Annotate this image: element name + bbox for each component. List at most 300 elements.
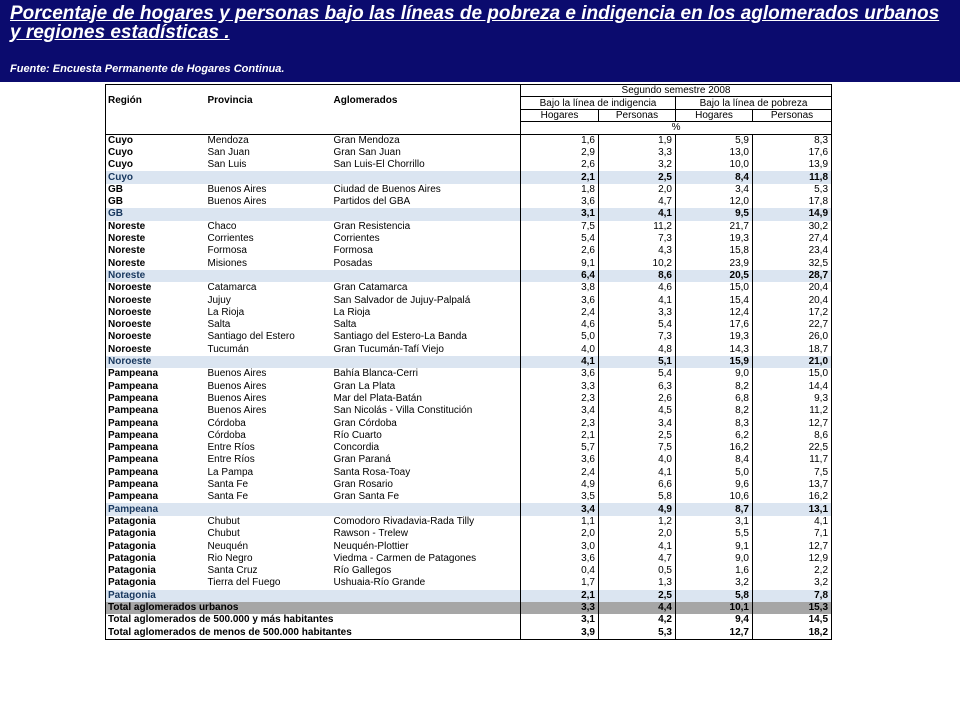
cell-personas-indigencia: 0,5 bbox=[599, 565, 676, 577]
cell-hogares-pobreza: 3,4 bbox=[676, 184, 753, 196]
cell-hogares-pobreza: 8,2 bbox=[676, 405, 753, 417]
cell-personas-pobreza: 12,7 bbox=[753, 417, 832, 429]
cell-hogares-indigencia: 2,1 bbox=[521, 590, 599, 602]
header-pobreza: Bajo la línea de pobreza bbox=[676, 97, 832, 109]
cell-region: Pampeana bbox=[106, 405, 206, 417]
cell-hogares-pobreza: 15,0 bbox=[676, 282, 753, 294]
cell-region: Patagonia bbox=[106, 516, 206, 528]
cell-region: Patagonia bbox=[106, 540, 206, 552]
cell-aglomerado bbox=[332, 208, 521, 220]
cell-hogares-pobreza: 12,4 bbox=[676, 307, 753, 319]
cell-personas-pobreza: 27,4 bbox=[753, 233, 832, 245]
cell-personas-indigencia: 4,2 bbox=[599, 614, 676, 626]
cell-aglomerado: Comodoro Rivadavia-Rada Tilly bbox=[332, 516, 521, 528]
table-row bbox=[106, 184, 832, 196]
cell-personas-pobreza: 11,8 bbox=[753, 171, 832, 183]
cell-hogares-pobreza: 9,6 bbox=[676, 479, 753, 491]
cell-provincia: La Pampa bbox=[207, 466, 254, 478]
table-row bbox=[106, 393, 832, 405]
table-row bbox=[106, 270, 832, 282]
table-row bbox=[106, 454, 832, 466]
cell-hogares-indigencia: 2,6 bbox=[521, 159, 599, 171]
cell-aglomerado: Gran Resistencia bbox=[332, 221, 521, 233]
cell-hogares-indigencia: 3,8 bbox=[521, 282, 599, 294]
cell-personas-indigencia: 4,1 bbox=[599, 208, 676, 220]
cell-personas-indigencia: 1,2 bbox=[599, 516, 676, 528]
cell-hogares-pobreza: 8,2 bbox=[676, 381, 753, 393]
cell-personas-indigencia: 4,0 bbox=[599, 454, 676, 466]
cell-personas-pobreza: 23,4 bbox=[753, 245, 832, 257]
cell-personas-indigencia: 1,9 bbox=[599, 134, 676, 147]
cell-aglomerado: Bahía Blanca-Cerri bbox=[332, 368, 521, 380]
source-note: Fuente: Encuesta Permanente de Hogares Continua. bbox=[10, 63, 285, 75]
cell-hogares-indigencia: 1,6 bbox=[521, 134, 599, 147]
cell-provincia: Catamarca bbox=[207, 282, 257, 294]
table-row bbox=[106, 258, 832, 270]
header-unit: % bbox=[521, 122, 832, 134]
cell-personas-indigencia: 4,9 bbox=[599, 503, 676, 515]
cell-hogares-indigencia: 6,4 bbox=[521, 270, 599, 282]
cell-personas-indigencia: 1,3 bbox=[599, 577, 676, 589]
cell-hogares-pobreza: 12,0 bbox=[676, 196, 753, 208]
table-row bbox=[106, 540, 832, 552]
cell-personas-indigencia: 5,4 bbox=[599, 368, 676, 380]
cell-aglomerado: Río Cuarto bbox=[332, 430, 521, 442]
cell-personas-pobreza: 7,5 bbox=[753, 467, 832, 479]
cell-aglomerado bbox=[332, 270, 521, 282]
cell-personas-indigencia: 7,3 bbox=[599, 233, 676, 245]
cell-aglomerado: Gran Mendoza bbox=[332, 134, 521, 147]
cell-hogares-indigencia: 5,4 bbox=[521, 233, 599, 245]
cell-personas-pobreza: 26,0 bbox=[753, 331, 832, 343]
cell-hogares-indigencia: 3,6 bbox=[521, 196, 599, 208]
cell-hogares-pobreza: 21,7 bbox=[676, 221, 753, 233]
cell-provincia: Buenos Aires bbox=[207, 380, 267, 392]
cell-provincia: La Rioja bbox=[207, 306, 245, 318]
cell-aglomerado: Viedma - Carmen de Patagones bbox=[332, 553, 521, 565]
cell-hogares-pobreza: 15,9 bbox=[676, 356, 753, 368]
table-row bbox=[106, 208, 832, 220]
cell-personas-indigencia: 4,6 bbox=[599, 282, 676, 294]
cell-hogares-pobreza: 10,1 bbox=[676, 602, 753, 614]
table-row bbox=[106, 319, 832, 331]
cell-personas-indigencia: 8,6 bbox=[599, 270, 676, 282]
table-row bbox=[106, 381, 832, 393]
cell-provincia: San Juan bbox=[207, 147, 250, 158]
cell-hogares-indigencia: 3,1 bbox=[521, 614, 599, 626]
table-row bbox=[106, 134, 832, 147]
cell-hogares-pobreza: 8,4 bbox=[676, 171, 753, 183]
cell-hogares-indigencia: 1,7 bbox=[521, 577, 599, 589]
cell-aglomerado: Gran Rosario bbox=[332, 479, 521, 491]
cell-aglomerado: La Rioja bbox=[332, 307, 521, 319]
cell-aglomerado: San Luis-El Chorrillo bbox=[332, 159, 521, 171]
cell-aglomerado: Río Gallegos bbox=[332, 565, 521, 577]
cell-hogares-pobreza: 9,1 bbox=[676, 540, 753, 552]
cell-region: Noroeste bbox=[106, 294, 206, 306]
cell-provincia: San Luis bbox=[207, 159, 247, 171]
cell-aglomerado: Ciudad de Buenos Aires bbox=[332, 184, 521, 196]
cell-aglomerado: Ushuaia-Río Grande bbox=[332, 577, 521, 589]
cell-hogares-indigencia: 2,3 bbox=[521, 393, 599, 405]
cell-provincia: Buenos Aires bbox=[207, 196, 267, 208]
cell-provincia: Santa Fe bbox=[207, 479, 249, 491]
cell-personas-pobreza: 21,0 bbox=[753, 356, 832, 368]
table-row bbox=[106, 417, 832, 429]
cell-aglomerado: Posadas bbox=[332, 258, 521, 270]
cell-provincia: Chaco bbox=[207, 220, 237, 232]
cell-hogares-pobreza: 8,4 bbox=[676, 454, 753, 466]
cell-hogares-indigencia: 1,8 bbox=[521, 184, 599, 196]
table-row bbox=[106, 245, 832, 257]
table-row bbox=[106, 196, 832, 208]
cell-aglomerado bbox=[332, 356, 521, 368]
cell-personas-pobreza: 14,4 bbox=[753, 381, 832, 393]
cell-provincia: Chubut bbox=[207, 515, 240, 527]
table-row bbox=[106, 171, 832, 183]
cell-aglomerado: San Salvador de Jujuy-Palpalá bbox=[332, 294, 521, 306]
cell-personas-pobreza: 5,3 bbox=[753, 184, 832, 196]
cell-hogares-pobreza: 13,0 bbox=[676, 147, 753, 159]
cell-hogares-indigencia: 7,5 bbox=[521, 221, 599, 233]
cell-hogares-indigencia: 2,1 bbox=[521, 171, 599, 183]
cell-region: Noroeste bbox=[106, 331, 206, 343]
cell-hogares-pobreza: 1,6 bbox=[676, 565, 753, 577]
page-title: Porcentaje de hogares y personas bajo las líneas de pobreza e indigencia en los aglomerados urbanos y regiones estadísticas . bbox=[10, 3, 940, 43]
cell-hogares-pobreza: 3,2 bbox=[676, 577, 753, 589]
table-row bbox=[106, 331, 832, 343]
cell-hogares-pobreza: 16,2 bbox=[676, 442, 753, 454]
cell-aglomerado: Santa Rosa-Toay bbox=[332, 467, 521, 479]
cell-provincia bbox=[206, 171, 332, 183]
cell-hogares-pobreza: 5,9 bbox=[676, 134, 753, 147]
cell-region: GB bbox=[106, 196, 206, 208]
table-row bbox=[106, 442, 832, 454]
cell-region: Cuyo bbox=[106, 134, 206, 147]
cell-region: GB bbox=[106, 184, 206, 196]
cell-personas-pobreza: 7,8 bbox=[753, 590, 832, 602]
cell-region: Patagonia bbox=[106, 565, 206, 577]
cell-hogares-pobreza: 6,8 bbox=[676, 393, 753, 405]
cell-hogares-pobreza: 9,5 bbox=[676, 208, 753, 220]
cell-personas-pobreza: 17,8 bbox=[753, 196, 832, 208]
table-row bbox=[106, 577, 832, 589]
cell-personas-pobreza: 11,2 bbox=[753, 405, 832, 417]
cell-hogares-pobreza: 10,0 bbox=[676, 159, 753, 171]
cell-hogares-indigencia: 3,6 bbox=[521, 553, 599, 565]
cell-aglomerado: San Nicolás - Villa Constitución bbox=[332, 405, 521, 417]
cell-aglomerado: Corrientes bbox=[332, 233, 521, 245]
cell-personas-indigencia: 5,3 bbox=[599, 626, 676, 639]
cell-personas-pobreza: 20,4 bbox=[753, 282, 832, 294]
row-label: Total aglomerados de menos de 500.000 habitantes bbox=[106, 626, 521, 639]
cell-provincia bbox=[206, 208, 332, 220]
cell-region: Pampeana bbox=[106, 442, 206, 454]
cell-provincia: Corrientes bbox=[207, 233, 254, 245]
title-banner bbox=[0, 0, 960, 82]
cell-hogares-indigencia: 2,0 bbox=[521, 528, 599, 540]
cell-personas-indigencia: 5,1 bbox=[599, 356, 676, 368]
cell-hogares-pobreza: 8,3 bbox=[676, 417, 753, 429]
cell-personas-indigencia: 11,2 bbox=[599, 221, 676, 233]
cell-aglomerado: Santiago del Estero-La Banda bbox=[332, 331, 521, 343]
cell-provincia: Misiones bbox=[207, 257, 247, 269]
row-label: Total aglomerados urbanos bbox=[106, 602, 521, 614]
table-row bbox=[106, 233, 832, 245]
cell-aglomerado: Partidos del GBA bbox=[332, 196, 521, 208]
table-row bbox=[106, 430, 832, 442]
header-personas-pobreza: Personas bbox=[753, 109, 832, 121]
cell-region: Cuyo bbox=[106, 171, 206, 183]
cell-personas-pobreza: 22,5 bbox=[753, 442, 832, 454]
header-indigencia: Bajo la línea de indigencia bbox=[521, 97, 676, 109]
cell-provincia: Buenos Aires bbox=[207, 405, 267, 417]
table-row bbox=[106, 528, 832, 540]
cell-provincia: Mendoza bbox=[207, 134, 249, 146]
cell-hogares-pobreza: 14,3 bbox=[676, 344, 753, 356]
table-row bbox=[106, 491, 832, 503]
cell-personas-indigencia: 4,3 bbox=[599, 245, 676, 257]
cell-personas-indigencia: 2,5 bbox=[599, 590, 676, 602]
table-row bbox=[106, 614, 832, 626]
cell-aglomerado: Gran La Plata bbox=[332, 381, 521, 393]
cell-hogares-indigencia: 3,4 bbox=[521, 405, 599, 417]
cell-region: Pampeana bbox=[106, 467, 206, 479]
cell-aglomerado: Gran Santa Fe bbox=[332, 491, 521, 503]
cell-hogares-pobreza: 19,3 bbox=[676, 233, 753, 245]
cell-provincia bbox=[206, 270, 332, 282]
cell-hogares-indigencia: 5,0 bbox=[521, 331, 599, 343]
cell-personas-pobreza: 8,3 bbox=[753, 134, 832, 147]
cell-provincia: Chubut bbox=[207, 528, 240, 540]
row-label: Total aglomerados de 500.000 y más habitantes bbox=[106, 614, 521, 626]
cell-provincia: Santiago del Estero bbox=[207, 331, 295, 343]
cell-region: Noroeste bbox=[106, 356, 206, 368]
cell-hogares-indigencia: 4,9 bbox=[521, 479, 599, 491]
cell-personas-indigencia: 3,4 bbox=[599, 417, 676, 429]
cell-personas-indigencia: 3,3 bbox=[599, 307, 676, 319]
cell-personas-pobreza: 22,7 bbox=[753, 319, 832, 331]
cell-personas-pobreza: 13,9 bbox=[753, 159, 832, 171]
cell-aglomerado: Gran Tucumán-Tafí Viejo bbox=[332, 344, 521, 356]
cell-region: Patagonia bbox=[106, 553, 206, 565]
table-row bbox=[106, 368, 832, 380]
cell-provincia: Santa Cruz bbox=[207, 565, 258, 577]
cell-region: Pampeana bbox=[106, 454, 206, 466]
cell-region: Noreste bbox=[106, 245, 206, 257]
cell-hogares-indigencia: 3,3 bbox=[521, 381, 599, 393]
cell-provincia: Buenos Aires bbox=[207, 392, 267, 404]
cell-personas-pobreza: 13,1 bbox=[753, 503, 832, 515]
table-row bbox=[106, 307, 832, 319]
cell-hogares-pobreza: 20,5 bbox=[676, 270, 753, 282]
cell-provincia: Formosa bbox=[207, 245, 247, 257]
cell-personas-indigencia: 4,7 bbox=[599, 553, 676, 565]
cell-region: Noroeste bbox=[106, 282, 206, 294]
cell-provincia: Neuquén bbox=[207, 540, 249, 552]
cell-region: Noroeste bbox=[106, 307, 206, 319]
cell-personas-pobreza: 14,9 bbox=[753, 208, 832, 220]
cell-personas-pobreza: 13,7 bbox=[753, 479, 832, 491]
cell-personas-indigencia: 4,4 bbox=[599, 602, 676, 614]
cell-aglomerado: Mar del Plata-Batán bbox=[332, 393, 521, 405]
cell-region: Pampeana bbox=[106, 430, 206, 442]
cell-hogares-pobreza: 5,5 bbox=[676, 528, 753, 540]
cell-region: Noreste bbox=[106, 258, 206, 270]
cell-personas-indigencia: 4,1 bbox=[599, 294, 676, 306]
cell-provincia: Buenos Aires bbox=[207, 183, 267, 195]
cell-hogares-pobreza: 15,4 bbox=[676, 294, 753, 306]
table-row bbox=[106, 626, 832, 639]
cell-hogares-pobreza: 3,1 bbox=[676, 516, 753, 528]
cell-hogares-indigencia: 2,3 bbox=[521, 417, 599, 429]
cell-hogares-indigencia: 2,4 bbox=[521, 467, 599, 479]
table-row bbox=[106, 553, 832, 565]
cell-provincia: Tucumán bbox=[207, 343, 249, 355]
cell-region: Pampeana bbox=[106, 503, 206, 515]
cell-provincia bbox=[206, 503, 332, 515]
cell-hogares-indigencia: 3,5 bbox=[521, 491, 599, 503]
header-provincia: Provincia bbox=[206, 85, 332, 122]
cell-personas-pobreza: 18,2 bbox=[753, 626, 832, 639]
cell-region: Noroeste bbox=[106, 319, 206, 331]
cell-region: Pampeana bbox=[106, 368, 206, 380]
cell-region: Patagonia bbox=[106, 528, 206, 540]
cell-personas-indigencia: 7,3 bbox=[599, 331, 676, 343]
cell-hogares-indigencia: 2,1 bbox=[521, 430, 599, 442]
cell-provincia: Córdoba bbox=[207, 417, 246, 429]
cell-personas-pobreza: 12,7 bbox=[753, 540, 832, 552]
cell-hogares-indigencia: 3,6 bbox=[521, 368, 599, 380]
cell-personas-pobreza: 28,7 bbox=[753, 270, 832, 282]
cell-aglomerado: Concordia bbox=[332, 442, 521, 454]
cell-aglomerado: Gran San Juan bbox=[332, 147, 521, 159]
cell-provincia: Entre Ríos bbox=[207, 454, 255, 466]
cell-personas-indigencia: 4,8 bbox=[599, 344, 676, 356]
table-row bbox=[106, 602, 832, 614]
cell-aglomerado bbox=[332, 171, 521, 183]
cell-personas-indigencia: 5,4 bbox=[599, 319, 676, 331]
cell-hogares-indigencia: 0,4 bbox=[521, 565, 599, 577]
cell-hogares-pobreza: 9,4 bbox=[676, 614, 753, 626]
cell-provincia: Jujuy bbox=[207, 294, 231, 306]
cell-provincia: Santa Fe bbox=[207, 491, 249, 503]
cell-personas-pobreza: 15,3 bbox=[753, 602, 832, 614]
cell-personas-pobreza: 11,7 bbox=[753, 454, 832, 466]
cell-aglomerado: Formosa bbox=[332, 245, 521, 257]
cell-personas-indigencia: 2,5 bbox=[599, 171, 676, 183]
cell-aglomerado: Neuquén-Plottier bbox=[332, 540, 521, 552]
cell-hogares-pobreza: 17,6 bbox=[676, 319, 753, 331]
cell-region: Pampeana bbox=[106, 381, 206, 393]
poverty-table bbox=[105, 84, 832, 640]
header-region: Región bbox=[106, 85, 206, 122]
table-row bbox=[106, 294, 832, 306]
cell-personas-pobreza: 17,6 bbox=[753, 147, 832, 159]
cell-region: Noreste bbox=[106, 233, 206, 245]
table-row bbox=[106, 221, 832, 233]
cell-personas-indigencia: 4,7 bbox=[599, 196, 676, 208]
cell-hogares-indigencia: 9,1 bbox=[521, 258, 599, 270]
cell-personas-indigencia: 5,8 bbox=[599, 491, 676, 503]
cell-region: Pampeana bbox=[106, 417, 206, 429]
cell-hogares-pobreza: 23,9 bbox=[676, 258, 753, 270]
cell-aglomerado: Gran Córdoba bbox=[332, 417, 521, 429]
table-row bbox=[106, 147, 832, 159]
cell-aglomerado: Rawson - Trelew bbox=[332, 528, 521, 540]
table-row bbox=[106, 344, 832, 356]
cell-hogares-indigencia: 2,6 bbox=[521, 245, 599, 257]
table-row bbox=[106, 503, 832, 515]
cell-hogares-indigencia: 4,6 bbox=[521, 319, 599, 331]
cell-hogares-indigencia: 3,9 bbox=[521, 626, 599, 639]
cell-personas-pobreza: 7,1 bbox=[753, 528, 832, 540]
cell-region: Patagonia bbox=[106, 577, 206, 589]
cell-provincia bbox=[206, 356, 332, 368]
header-hogares-indigencia: Hogares bbox=[521, 109, 599, 121]
cell-hogares-pobreza: 15,8 bbox=[676, 245, 753, 257]
cell-hogares-pobreza: 6,2 bbox=[676, 430, 753, 442]
cell-hogares-pobreza: 9,0 bbox=[676, 368, 753, 380]
cell-personas-pobreza: 3,2 bbox=[753, 577, 832, 589]
table-row bbox=[106, 565, 832, 577]
header-period: Segundo semestre 2008 bbox=[521, 85, 832, 97]
table-row bbox=[106, 159, 832, 171]
cell-personas-indigencia: 6,6 bbox=[599, 479, 676, 491]
table-row bbox=[106, 356, 832, 368]
cell-region: Pampeana bbox=[106, 479, 206, 491]
cell-provincia: Entre Ríos bbox=[207, 442, 255, 454]
cell-personas-indigencia: 4,5 bbox=[599, 405, 676, 417]
cell-aglomerado: Gran Paraná bbox=[332, 454, 521, 466]
cell-personas-indigencia: 2,0 bbox=[599, 528, 676, 540]
cell-hogares-indigencia: 4,0 bbox=[521, 344, 599, 356]
cell-personas-indigencia: 6,3 bbox=[599, 381, 676, 393]
table-row bbox=[106, 467, 832, 479]
cell-hogares-indigencia: 2,9 bbox=[521, 147, 599, 159]
cell-region: Noreste bbox=[106, 270, 206, 282]
cell-personas-pobreza: 14,5 bbox=[753, 614, 832, 626]
header-personas-indigencia: Personas bbox=[599, 109, 676, 121]
cell-personas-pobreza: 30,2 bbox=[753, 221, 832, 233]
cell-hogares-indigencia: 3,6 bbox=[521, 454, 599, 466]
table-row bbox=[106, 516, 832, 528]
cell-hogares-pobreza: 12,7 bbox=[676, 626, 753, 639]
cell-hogares-indigencia: 3,1 bbox=[521, 208, 599, 220]
cell-region: Pampeana bbox=[106, 393, 206, 405]
cell-personas-indigencia: 4,1 bbox=[599, 467, 676, 479]
cell-personas-pobreza: 16,2 bbox=[753, 491, 832, 503]
cell-hogares-indigencia: 3,6 bbox=[521, 294, 599, 306]
cell-personas-indigencia: 3,2 bbox=[599, 159, 676, 171]
cell-aglomerado bbox=[332, 590, 521, 602]
cell-personas-pobreza: 2,2 bbox=[753, 565, 832, 577]
cell-personas-indigencia: 2,6 bbox=[599, 393, 676, 405]
cell-hogares-pobreza: 5,0 bbox=[676, 467, 753, 479]
table-row bbox=[106, 479, 832, 491]
cell-region: Pampeana bbox=[106, 491, 206, 503]
cell-personas-pobreza: 32,5 bbox=[753, 258, 832, 270]
cell-personas-indigencia: 4,1 bbox=[599, 540, 676, 552]
table-row bbox=[106, 405, 832, 417]
cell-personas-indigencia: 2,5 bbox=[599, 430, 676, 442]
cell-hogares-pobreza: 5,8 bbox=[676, 590, 753, 602]
cell-hogares-pobreza: 19,3 bbox=[676, 331, 753, 343]
table-row bbox=[106, 590, 832, 602]
cell-personas-pobreza: 20,4 bbox=[753, 294, 832, 306]
cell-personas-indigencia: 2,0 bbox=[599, 184, 676, 196]
cell-region: Cuyo bbox=[106, 159, 206, 171]
